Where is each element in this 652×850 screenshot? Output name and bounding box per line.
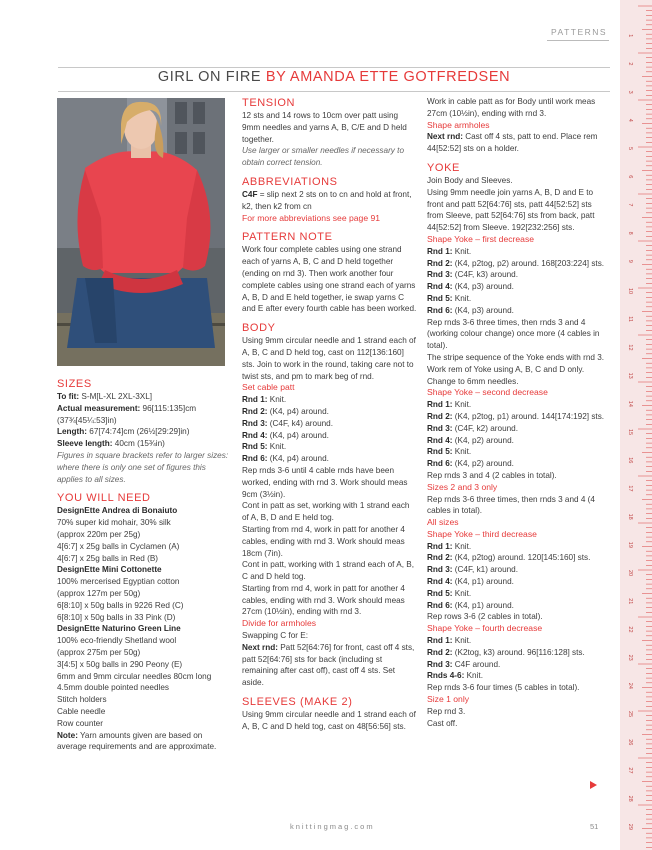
ruler-label: 21 (627, 598, 633, 605)
labelled-line (427, 293, 608, 305)
ruler-label: 29 (627, 823, 633, 830)
column-3 (427, 96, 608, 729)
body-text: 6mm and 9mm circular needles 80cm long (57, 671, 212, 681)
body-text: Rep rnds 3 and 4 (2 cables in total). (427, 470, 557, 480)
line-text: (C4F, k2) around. (452, 423, 519, 433)
line-label: Sleeve length: (57, 439, 113, 449)
body-text: Work rem of Yoke using A, B, C and D only. Change to 6mm needles. (427, 364, 585, 386)
line-label: Rnds 4-6: (427, 671, 465, 681)
line-text: Patt 52[64:76] for front, cast off 4 sts, patt 52[64:76] sts for back (including st remaining after cast off), cast off 4 sts. Set aside. (242, 642, 415, 688)
line-label: Length: (57, 427, 88, 437)
ruler-label: 13 (627, 372, 633, 379)
ruler-label: 22 (627, 626, 633, 633)
body-text: Swapping C for E: (242, 631, 308, 641)
body-text: Cont in patt as set, working with 1 strand each of A, B, D and E held tog. (242, 501, 410, 523)
labelled-line (242, 430, 418, 442)
labelled-line (242, 394, 418, 406)
subheading: Shape Yoke – first decrease (427, 233, 535, 244)
labelled-line (57, 730, 229, 754)
body-text: Using 9mm circular needle and 1 strand each of A, B, C and D held tog, cast on 48[56:56] sts. (242, 710, 416, 731)
labelled-line (57, 391, 229, 403)
body-text: Starting from rnd 4, work in patt for another 4 cables, ending with rnd 3. Work should meas 27cm (10½in), ending with rnd 3. (242, 583, 405, 617)
line-label: Rnd 4: (427, 282, 453, 292)
tape-measure-ruler (620, 0, 652, 850)
body-text: Stitch holders (57, 695, 107, 705)
line-label: Actual measurement: (57, 403, 141, 413)
section-tag-rule (547, 40, 609, 41)
body-text: 6[8:10] x 50g balls in 33 Pink (D) (57, 612, 176, 622)
ruler-label: 5 (627, 147, 633, 151)
line-label: Rnd 1: (427, 400, 453, 410)
line-text: (C4F, k4) around. (267, 418, 334, 428)
body-text: 4[6:7] x 25g balls in Cyclamen (A) (57, 541, 180, 551)
title-rule-bottom (58, 91, 610, 92)
line-label: Rnd 5: (427, 588, 453, 598)
yarn-name: DesignEtte Andrea di Bonaiuto (57, 506, 178, 516)
continue-arrow-icon (590, 781, 597, 789)
body-text: Rep rows 3-6 (2 cables in total). (427, 612, 543, 622)
line-text: (K4, p2tog) around. 120[145:160] sts. (452, 553, 591, 563)
line-label: Rnd 3: (427, 659, 453, 669)
line-text: (K4, p3) around. (452, 282, 514, 292)
subheading: Size 1 only (427, 694, 470, 705)
line-text: (K4, p4) around. (267, 454, 329, 464)
section-heading: YOKE (427, 161, 460, 174)
line-text: Knit. (452, 636, 472, 646)
ruler-label: 17 (627, 485, 633, 492)
labelled-line (427, 600, 608, 612)
labelled-line (427, 399, 608, 411)
footer-site: knittingmag.com (290, 822, 375, 831)
body-text: Cable needle (57, 706, 106, 716)
line-label: Rnd 4: (427, 435, 453, 445)
labelled-line (57, 426, 229, 438)
line-text: 96[115:135]cm (37¾[45¼:53]in) (57, 403, 197, 425)
body-text: Rep rnds 3-6 three times, then rnds 3 and 4 (4 cables in total). (427, 494, 595, 516)
body-text: 3[4:5] x 50g balls in 290 Peony (E) (57, 659, 183, 669)
line-text: (C4F, k3) around. (452, 270, 519, 280)
labelled-line (427, 576, 608, 588)
ruler-label: 14 (627, 400, 633, 407)
line-text: (C4F, k1) around. (452, 565, 519, 575)
line-text: (K2tog, k3) around. 96[116:128] sts. (452, 647, 585, 657)
labelled-line (242, 418, 418, 430)
line-label: Rnd 2: (427, 258, 453, 268)
labelled-line (427, 564, 608, 576)
subheading: Shape Yoke – fourth decrease (427, 623, 543, 634)
subheading: For more abbreviations see page 91 (242, 212, 381, 223)
labelled-line (242, 441, 418, 453)
title-byline: BY AMANDA ETTE GOTFREDSEN (265, 69, 511, 85)
labelled-line (427, 131, 608, 155)
line-label: Rnd 2: (427, 647, 453, 657)
section-tag: PATTERNS (551, 27, 608, 37)
line-label: Rnd 5: (242, 442, 268, 452)
line-text: (K4, p1) around. (452, 600, 514, 610)
labelled-line (427, 269, 608, 281)
section-heading: SLEEVES (MAKE 2) (242, 696, 353, 709)
line-text: 67[74:74]cm (26½[29:29]in) (87, 427, 190, 437)
italic-note: Use larger or smaller needles if necessary to obtain correct tension. (242, 146, 404, 168)
line-text: Knit. (452, 447, 472, 457)
model-photo (57, 98, 225, 366)
line-label: Rnd 5: (427, 447, 453, 457)
ruler-label: 4 (627, 118, 633, 122)
labelled-line (427, 246, 608, 258)
line-text: (K4, p3) around. (452, 305, 514, 315)
line-text: Knit. (452, 400, 472, 410)
body-text: Join Body and Sleeves. (427, 175, 513, 185)
line-label: Rnd 6: (427, 305, 453, 315)
ruler-background (620, 0, 652, 850)
line-text: Cast off 4 sts, patt to end. Place rem 44[52:52] sts on a holder. (427, 132, 598, 154)
labelled-line (57, 403, 229, 427)
line-label: Rnd 2: (242, 406, 268, 416)
page-number: 51 (590, 822, 599, 831)
subheading: Shape Yoke – second decrease (427, 387, 548, 398)
labelled-line (427, 446, 608, 458)
body-text: 100% eco-friendly Shetland wool (57, 636, 177, 646)
body-text: Row counter (57, 718, 103, 728)
line-text: Knit. (452, 246, 472, 256)
line-text: Knit. (267, 395, 287, 405)
body-text: Rep rnd 3. (427, 706, 466, 716)
ruler-label: 6 (627, 175, 633, 179)
labelled-line (427, 258, 608, 270)
line-text: 40cm (15¾in) (112, 439, 165, 449)
column-1 (57, 377, 229, 753)
body-text: 70% super kid mohair, 30% silk (57, 518, 171, 528)
ruler-label: 10 (627, 288, 633, 295)
line-text: Yarn amounts given are based on average requirements and are approximate. (57, 730, 217, 752)
labelled-line (427, 588, 608, 600)
line-text: (K4, p4) around. (267, 406, 329, 416)
line-text: (K4, p4) around. (267, 430, 329, 440)
labelled-line (242, 189, 418, 213)
body-text: 4.5mm double pointed needles (57, 683, 169, 693)
italic-note: Figures in square brackets refer to larger sizes: where there is only one set of figures this applies to all sizes. (57, 450, 229, 484)
body-text: Using 9mm needle join yarns A, B, D and E to front and patt 52[64:76] sts, patt 44[52:52] sts from Sleeve, patt 52[64:76] sts from back, patt 44[52:52] from Sleeve. 192[232:256] sts. (427, 187, 595, 233)
ruler-label: 2 (627, 62, 633, 66)
title-main: GIRL ON FIRE (157, 69, 262, 85)
body-text: Work four complete cables using one strand each of yarns A, B, C and D held together (ending on rnd 3). Then work another four complete cables using one strand each of yarns A, B, D and E held together, ie swap yarns C and E after every fourth cable has been worked. (242, 245, 417, 314)
page-title (58, 69, 610, 85)
ruler-label: 7 (627, 203, 633, 207)
body-text: Using 9mm circular needle and 1 strand each of A, B, C and D held tog, cast on 112[136:160] sts. Join to work in the round, taking care not to twist sts, and pm to mark beg of rnd. (242, 336, 416, 381)
line-label: Rnd 1: (427, 246, 453, 256)
model-photo-illustration (57, 98, 225, 366)
line-text: Knit. (452, 588, 472, 598)
body-text: 100% mercerised Egyptian cotton (57, 577, 180, 587)
yarn-name: DesignEtte Mini Cottonette (57, 565, 162, 575)
body-text: Cont in patt, working with 1 strand each of A, B, C and D held tog. (242, 560, 415, 582)
ruler-label: 12 (627, 344, 633, 351)
line-text: (K4, p2) around. (452, 459, 514, 469)
body-text: 12 sts and 14 rows to 10cm over patt using 9mm needles and yarns A, B, C/E and D held together. (242, 111, 407, 144)
line-label: To fit: (57, 392, 80, 401)
labelled-line (427, 458, 608, 470)
body-text: Rep rnds 3-6 until 4 cable rnds have been worked, ending with rnd 3. Work should meas 9cm (3½in). (242, 465, 408, 499)
subheading: Shape Yoke – third decrease (427, 528, 537, 539)
labelled-line (427, 411, 608, 423)
line-label: Rnd 3: (427, 270, 453, 280)
line-label: Rnd 3: (427, 565, 453, 575)
labelled-line (427, 552, 608, 564)
ruler-label: 24 (627, 682, 633, 689)
ruler-label: 16 (627, 457, 633, 464)
ruler-label: 28 (627, 795, 633, 802)
ruler-label: 8 (627, 231, 633, 235)
line-label: Rnd 5: (427, 293, 453, 303)
labelled-line (242, 406, 418, 418)
body-text: Rep rnds 3-6 four times (5 cables in total). (427, 683, 580, 693)
line-label: Rnd 4: (427, 577, 453, 587)
line-label: Rnd 6: (427, 459, 453, 469)
line-label: Rnd 1: (242, 395, 268, 405)
labelled-line (57, 438, 229, 450)
labelled-line (427, 670, 608, 682)
body-text: Work in cable patt as for Body until work meas 27cm (10½in), ending with rnd 3. (427, 97, 596, 118)
line-text: C4F around. (452, 659, 501, 669)
line-text: Knit. (464, 671, 483, 681)
line-label: Next rnd: (242, 642, 278, 652)
subheading: Sizes 2 and 3 only (427, 481, 498, 492)
column-2 (242, 96, 418, 733)
subheading: All sizes (427, 517, 459, 528)
line-text: (K4, p2tog, p1) around. 144[174:192] sts. (452, 411, 605, 421)
body-text: 4[6:7] x 25g balls in Red (B) (57, 553, 159, 563)
labelled-line (242, 642, 418, 689)
labelled-line (427, 435, 608, 447)
line-label: Rnd 1: (427, 636, 453, 646)
labelled-line (242, 453, 418, 465)
subheading: Divide for armholes (242, 618, 317, 629)
section-heading: YOU WILL NEED (57, 492, 151, 505)
line-label: Rnd 6: (427, 600, 453, 610)
subheading: Set cable patt (242, 382, 295, 393)
ruler-label: 27 (627, 767, 633, 774)
line-label: Rnd 2: (427, 553, 453, 563)
ruler-label: 15 (627, 429, 633, 436)
line-text: S-M[L-XL 2XL-3XL] (79, 392, 153, 401)
ruler-label: 20 (627, 570, 633, 577)
subheading: Shape armholes (427, 119, 490, 130)
ruler-label: 26 (627, 739, 633, 746)
ruler-label: 25 (627, 711, 633, 718)
yarn-name: DesignEtte Naturino Green Line (57, 624, 181, 634)
labelled-line (427, 635, 608, 647)
line-text: = slip next 2 sts on to cn and hold at front, k2, then k2 from cn (242, 189, 412, 211)
line-text: Knit. (452, 541, 472, 551)
line-text: (K4, p2tog, p2) around. 168[203:224] sts. (452, 258, 605, 268)
ruler-label: 1 (627, 34, 633, 38)
body-text: (approx 220m per 25g) (57, 529, 141, 539)
line-label: Note: (57, 730, 78, 740)
body-text: Starting from rnd 4, work in patt for another 4 cables, ending with rnd 3. Work should meas 18cm (7in). (242, 524, 405, 558)
line-label: Rnd 1: (427, 541, 453, 551)
ruler-label: 3 (627, 90, 633, 94)
section-heading: TENSION (242, 97, 296, 109)
body-text: Rep rnds 3-6 three times, then rnds 3 and 4 (working colour change) once more (4 cables in total). (427, 317, 600, 351)
line-label: Rnd 2: (427, 411, 453, 421)
ruler-label: 18 (627, 513, 633, 520)
line-text: Knit. (267, 442, 287, 452)
section-heading: SIZES (57, 378, 92, 390)
line-label: Next rnd: (427, 132, 463, 142)
labelled-line (427, 647, 608, 659)
labelled-line (427, 281, 608, 293)
body-text: (approx 127m per 50g) (57, 588, 141, 598)
section-heading: BODY (242, 322, 276, 335)
section-heading: PATTERN NOTE (242, 231, 333, 244)
body-text: 6[8:10] x 50g balls in 9226 Red (C) (57, 600, 184, 610)
line-label: Rnd 3: (427, 423, 453, 433)
body-text: The stripe sequence of the Yoke ends with rnd 3. (427, 352, 605, 362)
ruler-label: 23 (627, 654, 633, 661)
body-text: (approx 275m per 50g) (57, 647, 141, 657)
line-label: Rnd 4: (242, 430, 268, 440)
labelled-line (427, 305, 608, 317)
section-heading: ABBREVIATIONS (242, 175, 338, 188)
line-text: (K4, p2) around. (452, 435, 514, 445)
body-text: Cast off. (427, 718, 458, 728)
line-label: C4F (242, 189, 258, 199)
labelled-line (427, 423, 608, 435)
labelled-line (427, 541, 608, 553)
ruler-label: 19 (627, 541, 633, 548)
line-label: Rnd 6: (242, 454, 268, 464)
ruler-label: 11 (627, 316, 633, 322)
line-text: (K4, p1) around. (452, 577, 514, 587)
line-text: Knit. (452, 293, 472, 303)
ruler-label: 9 (627, 259, 633, 263)
title-rule-top (58, 67, 610, 68)
line-label: Rnd 3: (242, 418, 268, 428)
labelled-line (427, 659, 608, 671)
